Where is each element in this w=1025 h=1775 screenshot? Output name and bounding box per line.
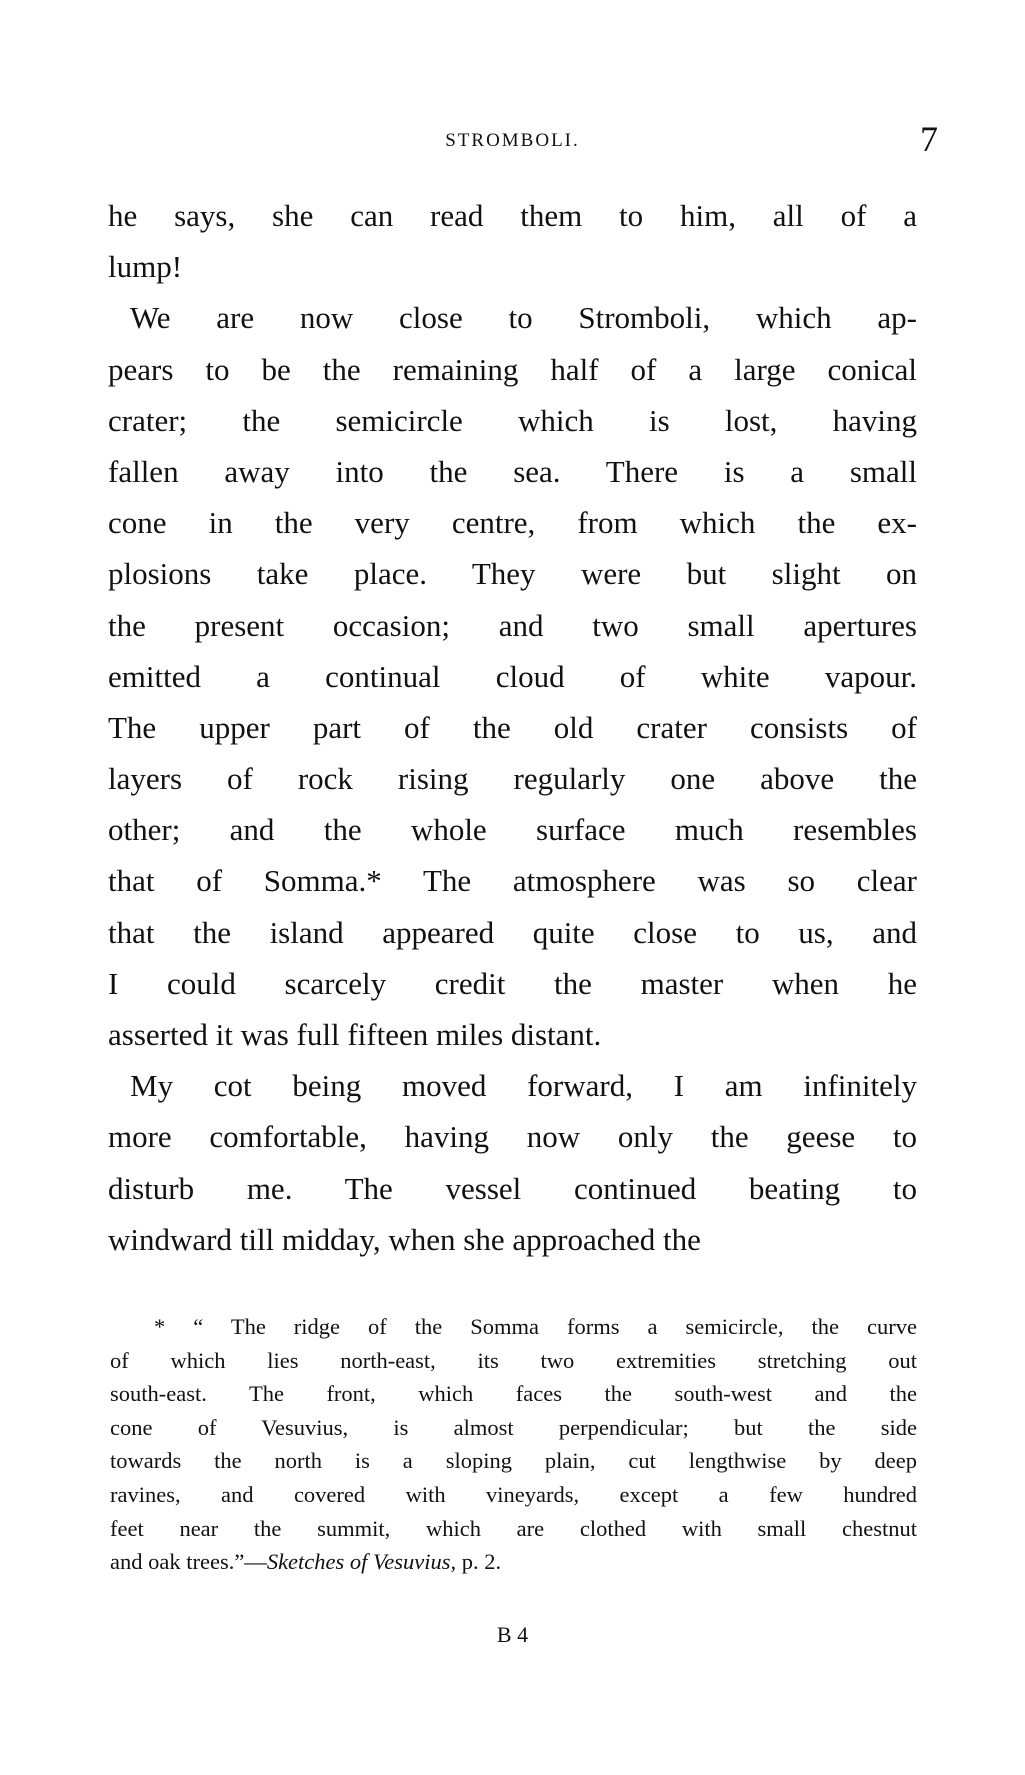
body-line: he says, she can read them to him, all of a (108, 198, 917, 233)
footnote-line: ravines, and covered with vineyards, except a few hundred (110, 1481, 917, 1507)
body-line: more comfortable, having now only the geese to (108, 1119, 917, 1155)
signature-mark: B 4 (496, 1622, 529, 1647)
footnote-source: Sketches of Vesuvius, (266, 1549, 457, 1575)
footnote-quote-end: and oak trees.”— (110, 1549, 267, 1575)
body-line: the present occasion; and two small apertures (108, 607, 917, 643)
running-title: STROMBOLI. (445, 130, 580, 151)
footnote-page-ref: p. 2. (456, 1549, 502, 1575)
body-line: pears to be the remaining half of a large conical (108, 351, 917, 387)
body-line: My cot being moved forward, I am infinitely (130, 1068, 917, 1104)
body-line: other; and the whole surface much resembles (108, 812, 917, 848)
body-text (108, 190, 917, 1265)
body-line: lump! (108, 249, 183, 285)
footnote-line: cone of Vesuvius, is almost perpendicular; but the side (110, 1414, 917, 1440)
body-line: asserted it was full fifteen miles distant. (108, 1017, 602, 1052)
body-line: fallen away into the sea. There is a small (108, 453, 917, 489)
footnote (110, 1310, 917, 1579)
body-line: plosions take place. They were but slight on (108, 556, 917, 592)
body-line: windward till midday, when she approached the (108, 1221, 701, 1257)
body-line: emitted a continual cloud of white vapour. (108, 658, 917, 694)
body-line: layers of rock rising regularly one above the (108, 761, 917, 797)
body-line: disturb me. The vessel continued beating to (108, 1170, 917, 1206)
footnote-line: feet near the summit, which are clothed with small chestnut (110, 1515, 917, 1541)
footnote-line: towards the north is a sloping plain, cut lengthwise by deep (110, 1448, 917, 1474)
footnote-line (110, 1545, 917, 1579)
page-number: 7 (920, 119, 938, 159)
running-header (0, 119, 1025, 162)
body-line: that the island appeared quite close to us, and (108, 914, 917, 950)
body-line: cone in the very centre, from which the ex- (108, 505, 917, 541)
footnote-line: * “ The ridge of the Somma forms a semicircle, the curve (154, 1314, 917, 1339)
footnote-line: south-east. The front, which faces the south-west and the (110, 1381, 917, 1407)
footnote-line: of which lies north-east, its two extremities stretching out (110, 1347, 917, 1373)
body-line: crater; the semicircle which is lost, having (108, 402, 917, 438)
body-line: We are now close to Stromboli, which ap- (130, 300, 917, 336)
body-line: that of Somma.* The atmosphere was so clear (108, 863, 917, 899)
body-line: I could scarcely credit the master when he (108, 965, 917, 1001)
body-line: The upper part of the old crater consists of (108, 709, 917, 745)
